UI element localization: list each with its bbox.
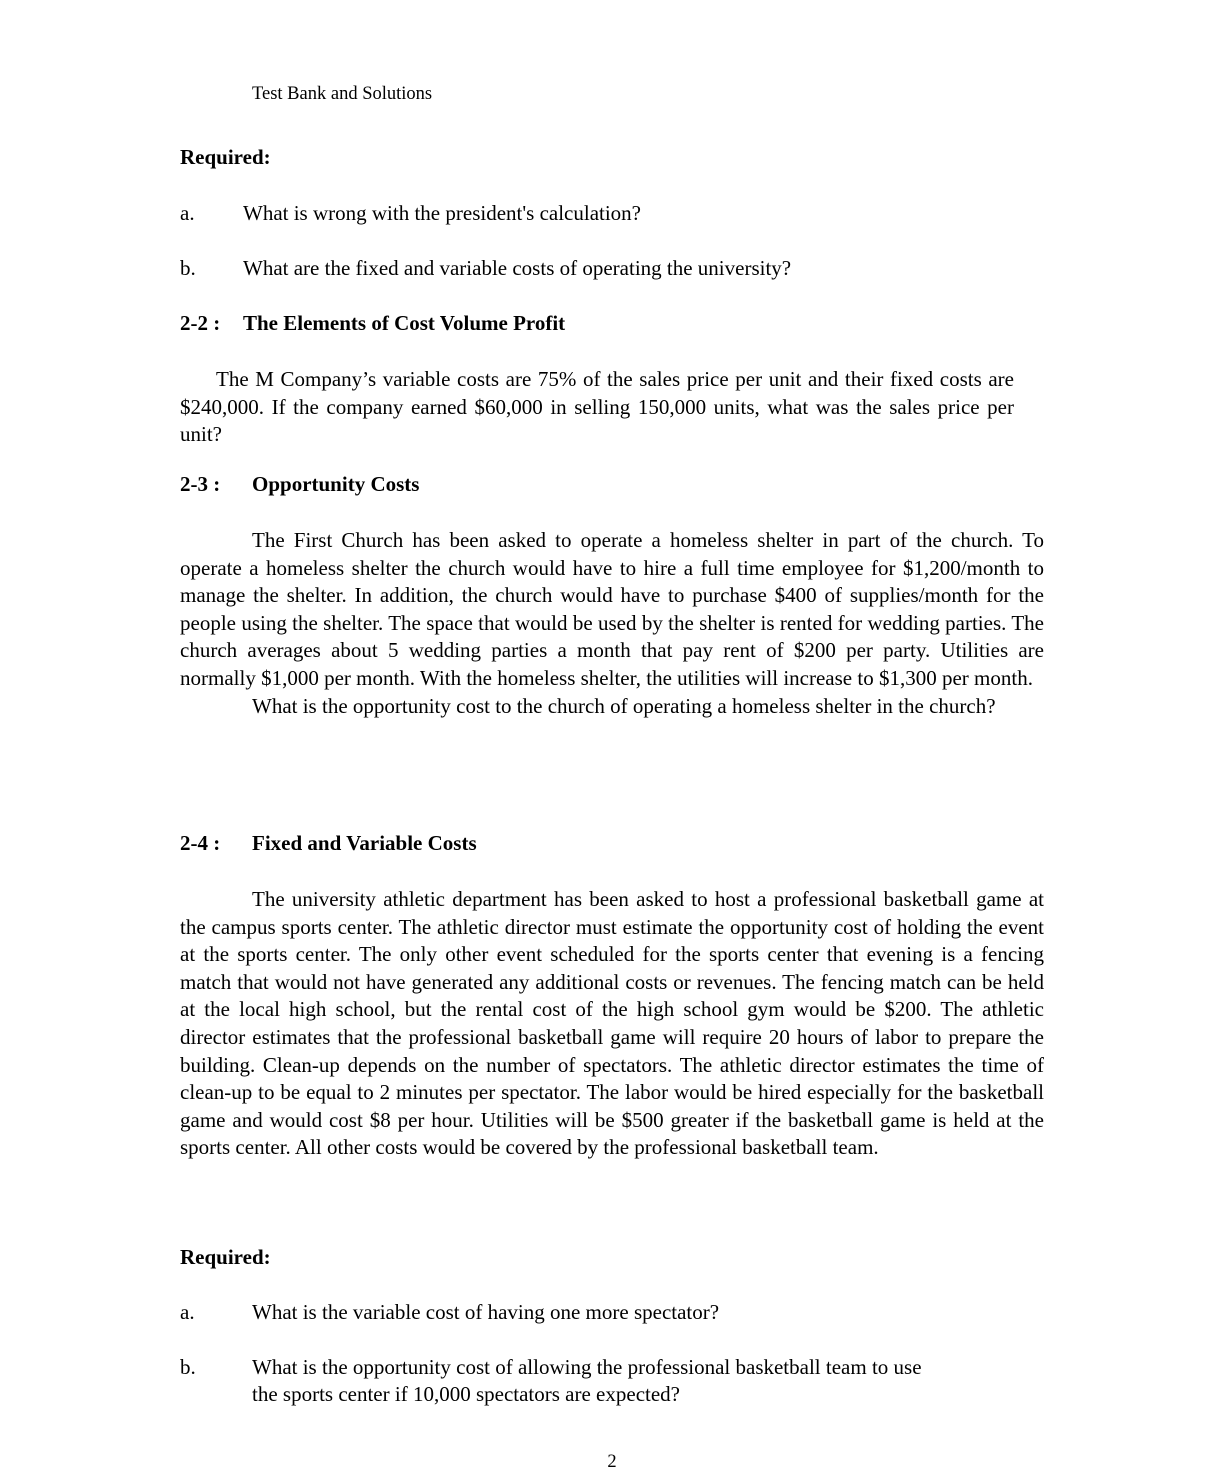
question-text-b-2-4-line2: the sports center if 10,000 spectators are expected? <box>252 1382 680 1406</box>
section-title-2-4: Fixed and Variable Costs <box>252 831 477 855</box>
section-2-3-paragraph-1: The First Church has been asked to operate a homeless shelter in part of the church. To operate a homeless shelter the church would have to hire a full time employee for $1,200/month to manage the shelter. In addition, the church would have to purchase $400 of supplies/month for the people using the shelter. The space that would be used by the shelter is rented for wedding parties. The church averages about 5 wedding parties a month that pay rent of $200 per party. Utilities are normally $1,000 per month. With the homeless shelter, the utilities will increase to $1,300 per month. <box>180 528 1044 690</box>
question-label-b: b. <box>180 256 196 280</box>
question-text-b-2-4-line1: What is the opportunity cost of allowing the professional basketball team to use <box>252 1355 922 1379</box>
question-text-a: What is wrong with the president's calculation? <box>243 201 642 225</box>
paragraph-text: The M Company’s variable costs are 75% of the sales price per unit and their fixed costs are $240,000. If the company earned $60,000 in selling 150,000 units, what was the sales price per unit? <box>180 367 1014 447</box>
section-title-2-2: The Elements of Cost Volume Profit <box>243 311 566 335</box>
section-2-3-paragraph-2: What is the opportunity cost to the church of operating a homeless shelter in the church? <box>252 693 996 718</box>
section-2-3-body <box>180 527 1044 720</box>
section-number-2-4: 2-4 : <box>180 831 221 855</box>
question-label-b-2-4: b. <box>180 1355 196 1379</box>
page-number: 2 <box>607 1452 617 1472</box>
question-text-a-2-4: What is the variable cost of having one more spectator? <box>252 1300 720 1324</box>
section-2-4-body <box>180 886 1044 1162</box>
section-2-4-paragraph: The university athletic department has been asked to host a professional basketball game at the campus sports center. The athletic director must estimate the opportunity cost of holding the event at the sports center. The only other event scheduled for the sports center that evening is a fencing match that would not have generated any additional costs or revenues. The fencing match can be held at the local high school, but the rental cost of the high school gym would be $200. The athletic director estimates that the professional basketball game will require 20 hours of labor to prepare the building. Clean-up depends on the number of spectators. The athletic director estimates the time of clean-up to be equal to 2 minutes per spectator. The labor would be hired especially for the basketball game and would cost $8 per hour. Utilities will be $500 greater if the basketball game is held at the sports center. All other costs would be covered by the professional basketball team. <box>180 887 1044 1160</box>
section-2-2-paragraph <box>180 366 1014 449</box>
required-heading-2-4: Required: <box>180 1245 271 1269</box>
section-title-2-3: Opportunity Costs <box>252 472 420 496</box>
question-label-a: a. <box>180 201 195 225</box>
question-text-b: What are the fixed and variable costs of operating the university? <box>243 256 792 280</box>
section-number-2-2: 2-2 : <box>180 311 221 335</box>
running-header: Test Bank and Solutions <box>252 84 433 104</box>
required-heading: Required: <box>180 145 271 169</box>
section-number-2-3: 2-3 : <box>180 472 221 496</box>
question-label-a-2-4: a. <box>180 1300 195 1324</box>
